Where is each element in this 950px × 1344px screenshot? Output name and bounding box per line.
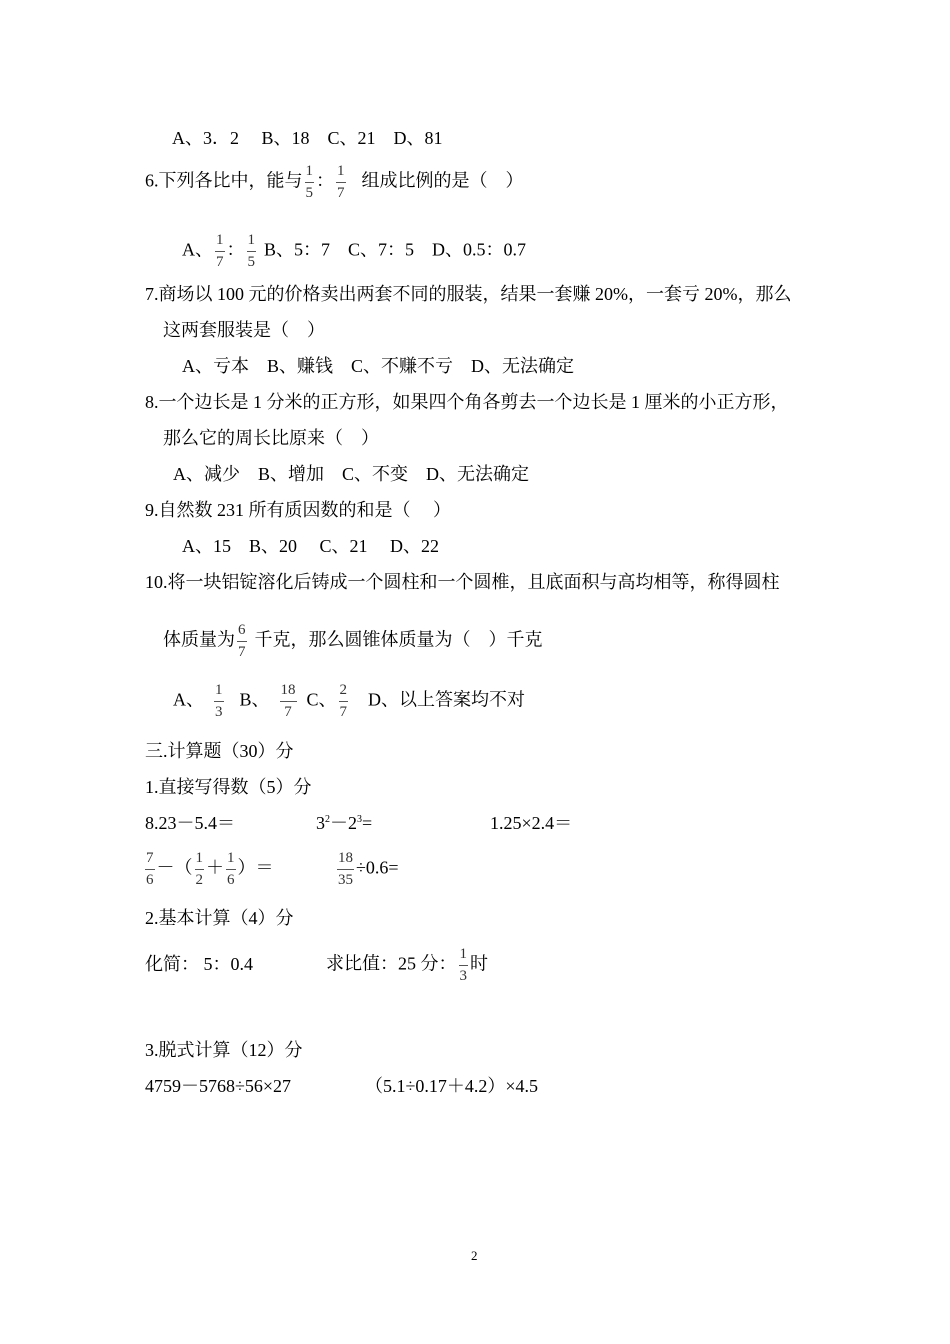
q8-line2: 那么它的周长比原来（ ） xyxy=(163,428,379,448)
q10-line2 xyxy=(163,622,543,661)
s3-title: 3.脱式计算（12）分 xyxy=(145,1040,303,1060)
s2-ratio-text: 求比值：25 分： xyxy=(326,953,457,974)
plus: ＋ xyxy=(206,857,224,878)
denominator: 6 xyxy=(146,872,154,888)
numerator: 7 xyxy=(145,850,155,870)
option-d-label: D、以上答案均不对 xyxy=(368,689,526,710)
q10-post: 千克，那么圆锥体质量为（ ）千克 xyxy=(254,629,543,650)
denominator: 5 xyxy=(305,185,313,201)
s2-title: 2.基本计算（4）分 xyxy=(145,908,294,928)
expr-4-mid: －（ xyxy=(156,857,193,878)
numerator: 1 xyxy=(226,850,236,870)
expr-1: 8.23－5.4＝ xyxy=(145,813,235,833)
q6-option-colon: ： xyxy=(226,239,245,260)
option-b-label: B、 xyxy=(239,689,270,710)
s1-title: 1.直接写得数（5）分 xyxy=(145,777,312,797)
numerator: 1 xyxy=(195,850,205,870)
numerator: 2 xyxy=(339,682,349,702)
q10-fraction xyxy=(237,622,247,661)
expr-4-fraction-3 xyxy=(226,850,236,889)
denominator: 3 xyxy=(459,968,467,984)
denominator: 3 xyxy=(215,704,223,720)
q10-line1: 10.将一块铝锭溶化后铸成一个圆柱和一个圆椎，且底面积与高均相等，称得圆柱 xyxy=(145,572,780,592)
expr-3: 1.25×2.4＝ xyxy=(490,813,573,833)
option-a-label: A、 xyxy=(173,689,204,710)
q10-options xyxy=(173,682,525,721)
denominator: 7 xyxy=(284,704,292,720)
s2-simplify: 化简： 5：0.4 xyxy=(145,954,253,974)
expr-2 xyxy=(316,812,372,834)
q10-option-c-fraction xyxy=(339,682,349,721)
option-c-label: C、 xyxy=(306,689,337,710)
q6-colon: ： xyxy=(316,170,334,191)
numerator: 18 xyxy=(280,682,297,702)
expr-4 xyxy=(145,850,274,889)
section3-title: 三.计算题（30）分 xyxy=(145,741,294,761)
denominator: 7 xyxy=(238,644,246,660)
numerator: 1 xyxy=(305,163,315,183)
q8-line1: 8.一个边长是 1 分米的正方形，如果四个角各剪去一个边长是 1 厘米的小正方形， xyxy=(145,392,789,412)
q6-option-fraction-2 xyxy=(247,232,257,271)
exponent: 3 xyxy=(357,814,362,825)
numerator: 1 xyxy=(336,163,346,183)
denominator: 7 xyxy=(337,185,345,201)
q10-option-a-fraction xyxy=(214,682,224,721)
numerator: 18 xyxy=(337,850,354,870)
expr-5-fraction xyxy=(337,850,354,889)
minus-base: －2 xyxy=(330,813,357,833)
q6-options-rest: B、5：7 C、7：5 D、0.5：0.7 xyxy=(264,239,527,260)
q6-stem xyxy=(145,163,524,202)
denominator: 7 xyxy=(339,704,348,720)
q6-stem-text: 6.下列各比中，能与 xyxy=(145,170,303,191)
numerator: 6 xyxy=(237,622,247,642)
numerator: 1 xyxy=(459,946,469,966)
expr-4-fraction-2 xyxy=(195,850,205,889)
equals: = xyxy=(362,813,373,833)
denominator: 6 xyxy=(227,872,235,888)
q7-line2: 这两套服装是（ ） xyxy=(163,320,325,340)
s3-expr-2: （5.1÷0.17＋4.2）×4.5 xyxy=(365,1076,539,1096)
s3-expr-1: 4759－5768÷56×27 xyxy=(145,1076,292,1096)
q7-line1: 7.商场以 100 元的价格卖出两套不同的服装，结果一套赚 20%，一套亏 20%，那么 xyxy=(145,284,792,304)
s2-ratio xyxy=(326,946,488,985)
expr-4-fraction-1 xyxy=(145,850,155,889)
page-number: 2 xyxy=(471,1248,478,1263)
numerator: 1 xyxy=(214,682,224,702)
exponent: 2 xyxy=(325,814,330,825)
q7-options: A、亏本 B、赚钱 C、不赚不亏 D、无法确定 xyxy=(182,356,575,376)
numerator: 1 xyxy=(247,232,257,252)
q10-pre: 体质量为 xyxy=(163,629,235,650)
q6-fraction-1 xyxy=(305,163,315,202)
option-a-label: A、 xyxy=(182,239,213,260)
q6-stem-end: 组成比例的是（ ） xyxy=(361,170,524,191)
denominator: 7 xyxy=(216,254,224,270)
q9-options: A、15 B、20 C、21 D、22 xyxy=(182,536,440,556)
expr-4-end: ）＝ xyxy=(237,857,274,878)
q9-line1: 9.自然数 231 所有质因数的和是（ ） xyxy=(145,500,451,520)
s2-ratio-end: 时 xyxy=(470,953,488,974)
q6-fraction-2 xyxy=(336,163,346,202)
q5-options: A、3．2 B、18 C、21 D、81 xyxy=(172,128,443,148)
q6-option-fraction-1 xyxy=(215,232,225,271)
expr-5-rest: ÷0.6= xyxy=(356,857,399,878)
q6-options xyxy=(182,232,526,271)
denominator: 2 xyxy=(195,872,203,888)
base: 3 xyxy=(316,813,325,833)
numerator: 1 xyxy=(215,232,225,252)
denominator: 35 xyxy=(338,872,353,888)
denominator: 5 xyxy=(247,254,255,270)
q8-options: A、减少 B、增加 C、不变 D、无法确定 xyxy=(173,464,530,484)
q10-option-b-fraction xyxy=(280,682,297,721)
s2-ratio-fraction xyxy=(459,946,469,985)
expr-5 xyxy=(335,850,399,889)
